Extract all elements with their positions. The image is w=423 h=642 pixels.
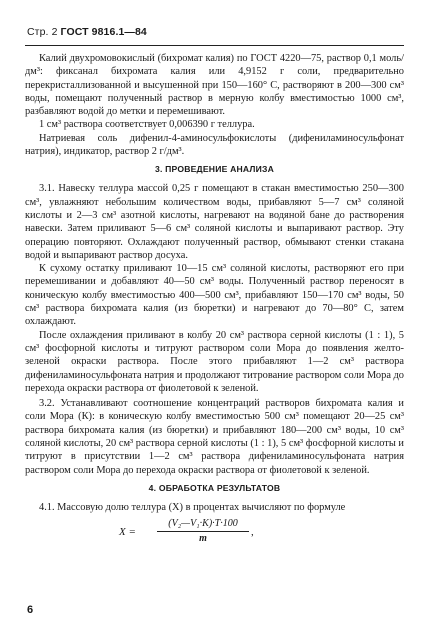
section-title: 4. ОБРАБОТКА РЕЗУЛЬТАТОВ (148, 482, 281, 493)
section-paragraph: 3.1. Навеску теллура массой 0,25 г помещают в стакан вместимостью 250—300 см³, увлажняют небольшим количеством воды, прибавляют 5—7 см³ соляной кислоты и 2—3 см³ азотной кислоты, нагревают на водяной бане до растворения навески. Затем приливают 5—6 см³ соляной кислоты и выпаривают раствор. Эту операцию повторяют. Охлаждают полученный раствор, обмывают стенки стакана водой и выпаривают раствор досуха. (25, 183, 404, 261)
page-number: 6 (27, 604, 34, 616)
formula-fraction (157, 518, 249, 544)
standard-code: ГОСТ 9816.1—84 (60, 26, 147, 38)
section-paragraph: 4.1. Массовую долю теллура (X) в процентах вычисляют по формуле (39, 501, 346, 513)
formula-lhs: X = (119, 526, 136, 539)
section-paragraph: 3.2. Устанавливают соотношение концентраций растворов бихромата калия и соли Мора (К): в коническую колбу вместимостью 500 см³ помещают 20—25 см³ раствора бихромата калия (из бюретки) и прибавляют 180—200 см³ воды, 10 см³ соляной кислоты, 20 см³ раствора серной кислоты (1 : 1), 5 см³ фосфорной кислоты и титруют в присутствии 1—2 см³ раствора дифениламиносульфоната натрия раствором соли Мора до перехода окраски раствора от фиолетовой к зеленой. (25, 398, 404, 476)
formula-denominator: m (199, 533, 207, 545)
fraction-bar (157, 531, 249, 532)
page-label: Стр. 2 (27, 26, 58, 38)
document-body (25, 52, 404, 548)
formula-trail: , (251, 526, 254, 539)
page-header (27, 26, 147, 38)
section-title: 3. ПРОВЕДЕНИЕ АНАЛИЗА (154, 164, 275, 175)
formula (25, 518, 404, 548)
header-rule (25, 45, 404, 46)
intro-paragraph: 1 см³ раствора соответствует 0,006390 г теллура. (39, 119, 255, 131)
section-paragraph: К сухому остатку приливают 10—15 см³ соляной кислоты, растворяют его при перемешивании и добавляют 40—50 см³ воды. Полученный раствор переносят в коническую колбу вместимостью 400—500 см³, прибавляют 150—170 см³ воды, 50 см³ раствора бихромата калия (из бюретки) и нагревают до 70—80° С, затем охлаждают. (25, 263, 404, 328)
formula-numerator: (V₂—V₁·K)·T·100 (168, 518, 238, 530)
intro-paragraph: Натриевая соль дифенил-4-аминосульфокислоты (дифениламиносульфонат натрия), индикатор, раствор 2 г/дм³. (25, 132, 404, 158)
section-paragraph: После охлаждения приливают в колбу 20 см³ раствора серной кислоты (1 : 1), 5 см³ фосфорной кислоты и титруют раствором соли Мора до появления желто-зеленой окраски раствора. После этого прибавляют 1—2 см³ раствора дифениламиносульфоната натрия и продолжают титрование раствором соли Мора до перехода окраски раствора от фиолетовой к зеленой. (25, 329, 405, 394)
intro-paragraph: Калий двухромовокислый (бихромат калия) по ГОСТ 4220—75, раствор 0,1 моль/дм³: фиксанал бихромата калия или 4,9152 г соли, предварительно перекристаллизованной и высушенной при 150—160° С, растворяют в 200—300 см³ воды, помещают полученный раствор в мерную колбу вместимостью 1000 см³, разбавляют водой до метки и перемешивают. (25, 53, 404, 118)
